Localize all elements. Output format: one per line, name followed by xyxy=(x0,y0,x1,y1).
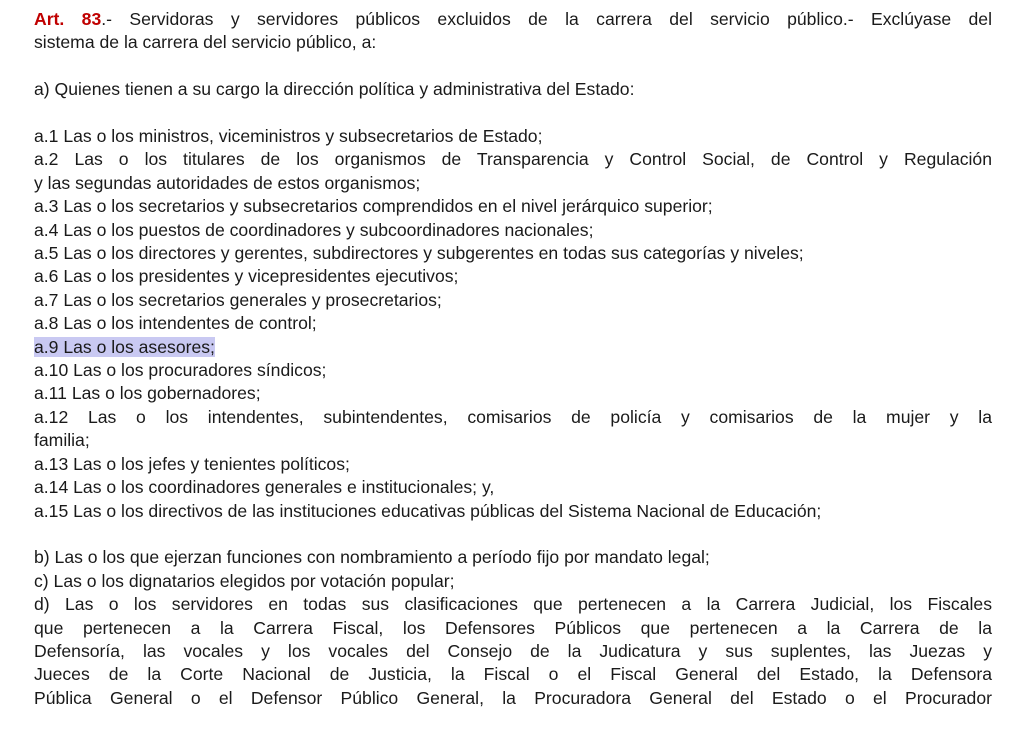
spacer xyxy=(34,523,992,546)
article-heading-line2: sistema de la carrera del servicio público, a: xyxy=(34,32,377,53)
item-d-line: Jueces de la Corte Nacional de Justicia, la Fiscal o el Fiscal General del Estado, la Defensora xyxy=(34,664,992,685)
subitem-a6: a.6 Las o los presidentes y vicepresidentes ejecutivos; xyxy=(34,266,459,287)
subitem-a9-highlighted[interactable] xyxy=(34,336,992,359)
item-d-line: Defensoría, las vocales y los vocales del Consejo de la Judicatura y sus suplentes, las Juezas y xyxy=(34,640,992,661)
subitem-a14: a.14 Las o los coordinadores generales e institucionales; y, xyxy=(34,477,495,498)
spacer xyxy=(34,102,992,125)
subitem-a13: a.13 Las o los jefes y tenientes políticos; xyxy=(34,453,350,474)
subitem-a3: a.3 Las o los secretarios y subsecretarios comprendidos en el nivel jerárquico superior; xyxy=(34,196,713,217)
article-heading xyxy=(34,8,992,31)
item-c: c) Las o los dignatarios elegidos por votación popular; xyxy=(34,570,455,591)
item-a: a) Quienes tienen a su cargo la dirección política y administrativa del Estado: xyxy=(34,79,635,100)
subitem-a7: a.7 Las o los secretarios generales y prosecretarios; xyxy=(34,289,442,310)
subitem-a1: a.1 Las o los ministros, viceministros y subsecretarios de Estado; xyxy=(34,126,543,146)
item-b: b) Las o los que ejerzan funciones con nombramiento a período fijo por mandato legal; xyxy=(34,547,710,568)
item-d-line: d) Las o los servidores en todas sus clasificaciones que pertenecen a la Carrera Judicial, los Fiscales xyxy=(34,594,992,615)
legal-document xyxy=(34,8,992,710)
subitem-a5: a.5 Las o los directores y gerentes, subdirectores y subgerentes en todas sus categorías y niveles; xyxy=(34,243,804,264)
article-title: .- Servidoras y servidores públicos excluidos de la carrera del servicio público.- Exclúyase del xyxy=(101,9,992,29)
subitem-a2: a.2 Las o los titulares de los organismos de Transparencia y Control Social, de Control y Regulación xyxy=(34,149,992,170)
subitem-a12: a.12 Las o los intendentes, subintendentes, comisarios de policía y comisarios de la mujer y la xyxy=(34,406,992,427)
subitem-a12-cont: familia; xyxy=(34,430,90,451)
subitem-a11: a.11 Las o los gobernadores; xyxy=(34,383,261,404)
subitem-a15: a.15 Las o los directivos de las instituciones educativas públicas del Sistema Nacional de Educación; xyxy=(34,500,822,521)
item-d-line: que pertenecen a la Carrera Fiscal, los Defensores Públicos que pertenecen a la Carrera de la xyxy=(34,617,992,638)
item-d-line: Pública General o el Defensor Público General, la Procuradora General del Estado o el Procurador xyxy=(34,687,992,708)
subitem-a4: a.4 Las o los puestos de coordinadores y subcoordinadores nacionales; xyxy=(34,219,594,240)
subitem-a10: a.10 Las o los procuradores síndicos; xyxy=(34,360,327,381)
subitem-a2-cont: y las segundas autoridades de estos organismos; xyxy=(34,172,421,193)
text-selection-highlight[interactable]: a.9 Las o los asesores; xyxy=(34,336,215,357)
article-number: Art. 83 xyxy=(34,9,102,29)
spacer xyxy=(34,55,992,78)
subitem-a8: a.8 Las o los intendentes de control; xyxy=(34,313,317,334)
